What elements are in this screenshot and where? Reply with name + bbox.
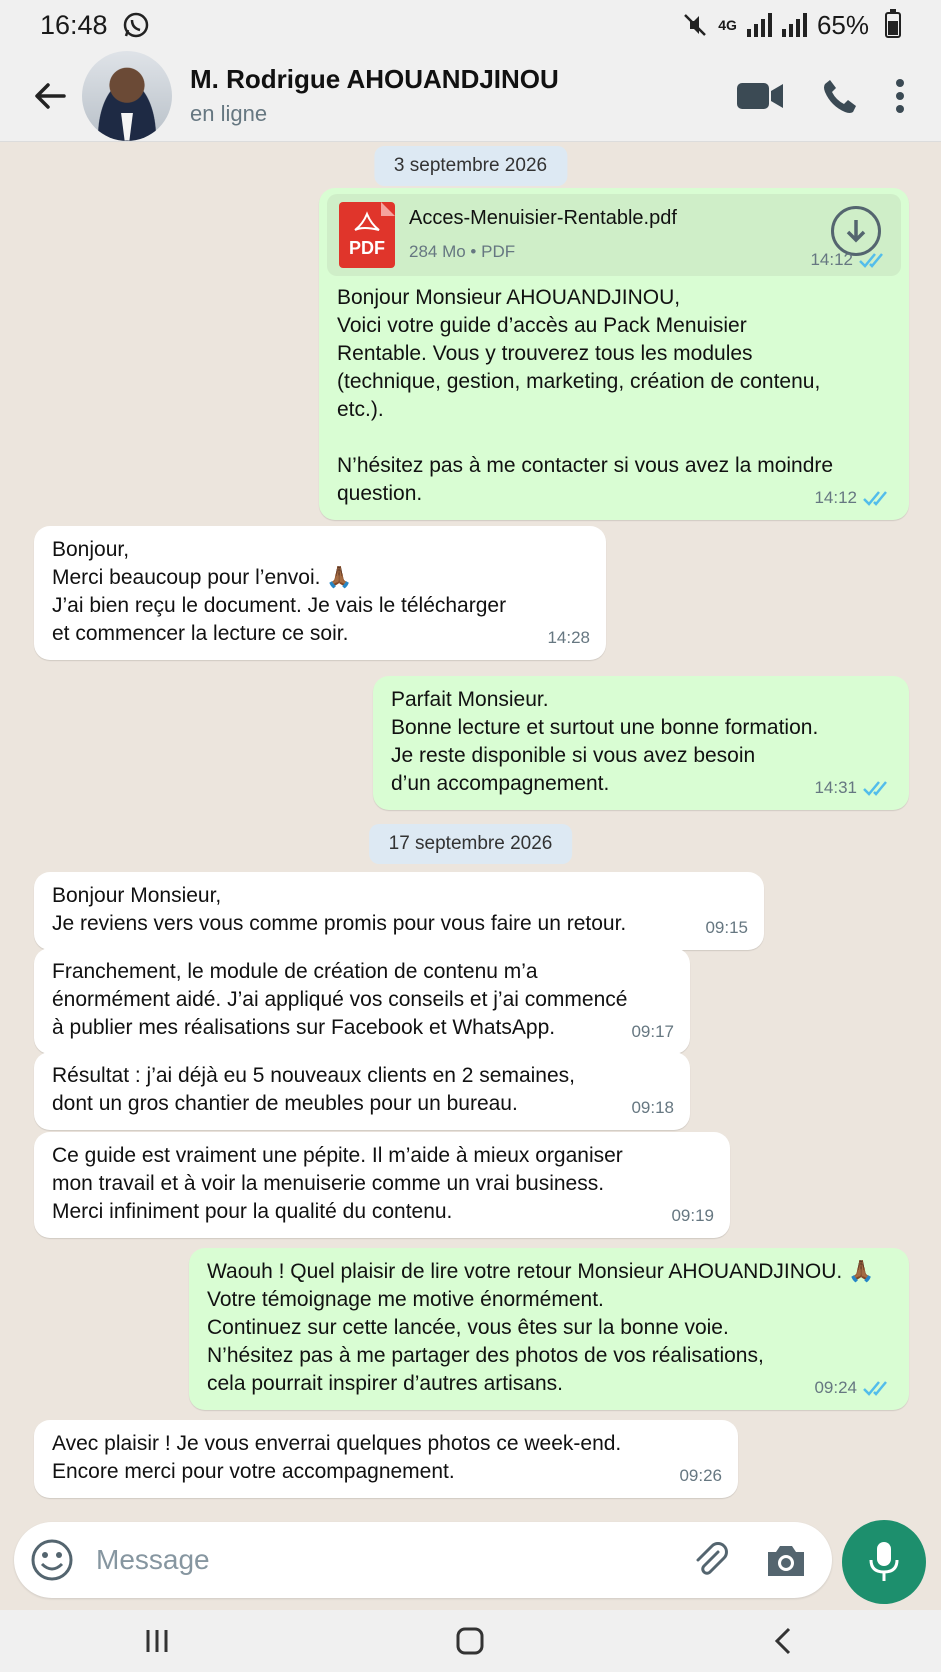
mic-button[interactable] [842, 1520, 926, 1604]
message-outgoing[interactable] [319, 188, 909, 520]
message-text: Bonjour Monsieur, Je reviens vers vous comme promis pour vous faire un retour. [52, 884, 627, 935]
camera-icon[interactable] [764, 1540, 808, 1580]
message-outgoing[interactable] [189, 1248, 909, 1410]
video-call-icon[interactable] [737, 80, 785, 112]
chat-area[interactable] [0, 142, 941, 1520]
message-time: 09:19 [671, 1206, 714, 1225]
message-text: Bonjour, Merci beaucoup pour l’envoi. 🙏🏾 J’ai bien reçu le document. Je vais le télécharger et commencer la lecture ce soir. [52, 538, 507, 645]
signal-icon [747, 13, 772, 37]
signal-icon-2 [782, 13, 807, 37]
message-outgoing[interactable] [373, 676, 909, 810]
message-time: 14:31 [814, 778, 857, 797]
file-name: Acces-Menuisier-Rentable.pdf [409, 207, 677, 229]
message-text: Résultat : j’ai déjà eu 5 nouveaux clients en 2 semaines, dont un gros chantier de meubles pour un bureau. [52, 1064, 575, 1115]
read-ticks-icon [863, 489, 893, 507]
message-incoming[interactable] [34, 872, 764, 950]
contact-info[interactable] [190, 64, 559, 127]
back-arrow-icon[interactable] [30, 76, 70, 116]
contact-name: M. Rodrigue AHOUANDJINOU [190, 64, 559, 94]
status-bar [0, 0, 941, 50]
avatar[interactable] [82, 51, 172, 141]
attach-icon[interactable] [690, 1540, 730, 1580]
network-type: 4G [718, 17, 737, 33]
input-bar [0, 1520, 941, 1610]
contact-presence: en ligne [190, 101, 268, 126]
message-composer[interactable] [14, 1522, 832, 1598]
message-incoming[interactable] [34, 1052, 690, 1130]
phone-call-icon[interactable] [821, 77, 859, 115]
message-text: Bonjour Monsieur AHOUANDJINOU, Voici votre guide d’accès au Pack Menuisier Rentable. Vous y trouverez tous les modules (technique, gestion, marketing, création de contenu, etc.). N’hésitez pas à me contacter si vous avez la moindre question. [337, 286, 834, 505]
file-attachment[interactable] [327, 194, 901, 276]
home-icon[interactable] [453, 1624, 487, 1658]
pdf-file-icon: PDF [339, 202, 395, 268]
message-meta [814, 484, 893, 512]
mute-icon [682, 12, 708, 38]
status-time: 16:48 [40, 9, 108, 40]
read-ticks-icon [863, 779, 893, 797]
message-time: 09:15 [705, 918, 748, 937]
message-time: 14:12 [810, 250, 853, 269]
message-time: 09:17 [631, 1022, 674, 1041]
message-time: 09:18 [631, 1098, 674, 1117]
microphone-icon [864, 1540, 904, 1584]
message-incoming[interactable] [34, 1420, 738, 1498]
read-ticks-icon [859, 251, 889, 269]
message-meta [810, 246, 889, 274]
message-incoming[interactable] [34, 1132, 730, 1238]
back-nav-icon[interactable] [767, 1624, 801, 1658]
message-incoming[interactable] [34, 948, 690, 1054]
emoji-icon[interactable] [30, 1538, 74, 1582]
system-nav-bar [0, 1610, 941, 1672]
more-options-icon[interactable] [895, 78, 905, 114]
whatsapp-icon [122, 11, 150, 39]
message-time: 14:12 [814, 488, 857, 507]
message-time: 09:24 [814, 1378, 857, 1397]
battery-icon [885, 12, 901, 38]
message-text: Ce guide est vraiment une pépite. Il m’aide à mieux organiser mon travail et à voir la menuiserie comme un vrai business. Merci infiniment pour la qualité du contenu. [52, 1144, 623, 1223]
file-meta: 284 Mo • PDF [409, 242, 516, 261]
message-text: Franchement, le module de création de contenu m’a énormément aidé. J’ai appliqué vos conseils et j’ai commencé à publier mes réalisations sur Facebook et WhatsApp. [52, 960, 628, 1039]
message-time: 09:26 [679, 1466, 722, 1485]
message-text: Waouh ! Quel plaisir de lire votre retour Monsieur AHOUANDJINOU. 🙏🏾 Votre témoignage me motive énormément. Continuez sur cette lancée, vous êtes sur la bonne voie. N’hésitez pas à me partager des photos de vos réalisations, cela pourrait inspirer d’autres artisans. [207, 1260, 875, 1395]
message-input[interactable]: Message [96, 1544, 210, 1575]
message-text: Avec plaisir ! Je vous enverrai quelques photos ce week-end. Encore merci pour votre accompagnement. [52, 1432, 622, 1483]
date-chip: 3 septembre 2026 [374, 146, 567, 186]
message-incoming[interactable] [34, 526, 606, 660]
read-ticks-icon [863, 1379, 893, 1397]
message-text: Parfait Monsieur. Bonne lecture et surtout une bonne formation. Je reste disponible si vous avez besoin d’un accompagnement. [391, 688, 819, 795]
battery-percent: 65% [816, 9, 869, 40]
message-time: 14:28 [547, 628, 590, 647]
date-chip: 17 septembre 2026 [369, 824, 573, 864]
chat-header [0, 50, 941, 142]
recent-apps-icon[interactable] [140, 1624, 174, 1658]
